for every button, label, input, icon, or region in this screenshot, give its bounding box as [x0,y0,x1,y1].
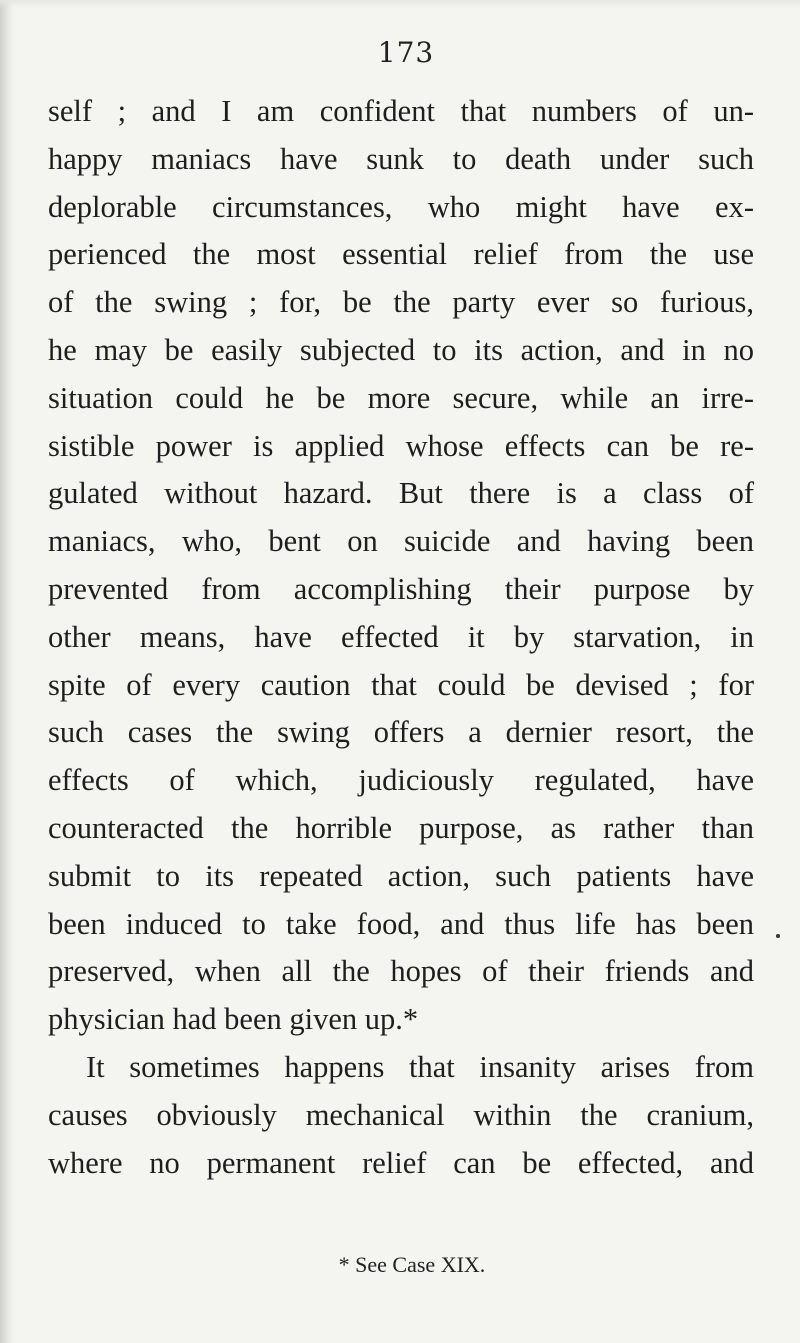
text-line: he may be easily subjected to its action, and in no [48,332,754,367]
text-line-paragraph-start: It sometimes happens that insanity arises from [86,1049,754,1084]
text-line: perienced the most essential relief from the use [48,237,754,272]
text-line: happy maniacs have sunk to death under such [48,141,754,176]
page-number: 173 [377,36,435,69]
binding-shadow [0,0,14,1343]
text-line: gulated without hazard. But there is a class of [48,476,754,511]
text-line: such cases the swing offers a dernier resort, the [48,715,754,750]
text-line: situation could he be more secure, while an irre- [48,380,754,415]
text-line: counteracted the horrible purpose, as rather than [48,810,754,845]
show-through-ghost [330,1198,358,1230]
text-line: other means, have effected it by starvation, in [48,619,754,654]
page-top-edge [0,0,800,8]
ink-speck [776,934,780,938]
text-line: submit to its repeated action, such patients have [48,858,754,893]
text-line: maniacs, who, bent on suicide and having been [48,524,754,559]
text-line: causes obviously mechanical within the cranium, [48,1097,754,1132]
text-line: effects of which, judiciously regulated, have [48,763,754,798]
text-line: preserved, when all the hopes of their friends and [48,954,754,989]
text-line: deplorable circumstances, who might have ex- [48,189,754,224]
footnote: * See Case XIX. [338,1252,486,1277]
body-text [48,88,754,1187]
text-line: where no permanent relief can be effected, and [48,1145,754,1180]
text-line: self ; and I am confident that numbers of un- [48,94,754,128]
text-line: been induced to take food, and thus life has been [48,906,754,941]
text-line-paragraph-end: physician had been given up.* [48,1002,419,1037]
text-line: spite of every caution that could be devised ; for [48,667,754,702]
text-line: prevented from accomplishing their purpose by [48,571,754,606]
text-line: of the swing ; for, be the party ever so furious, [48,285,754,320]
text-line: sistible power is applied whose effects can be re- [48,428,754,463]
